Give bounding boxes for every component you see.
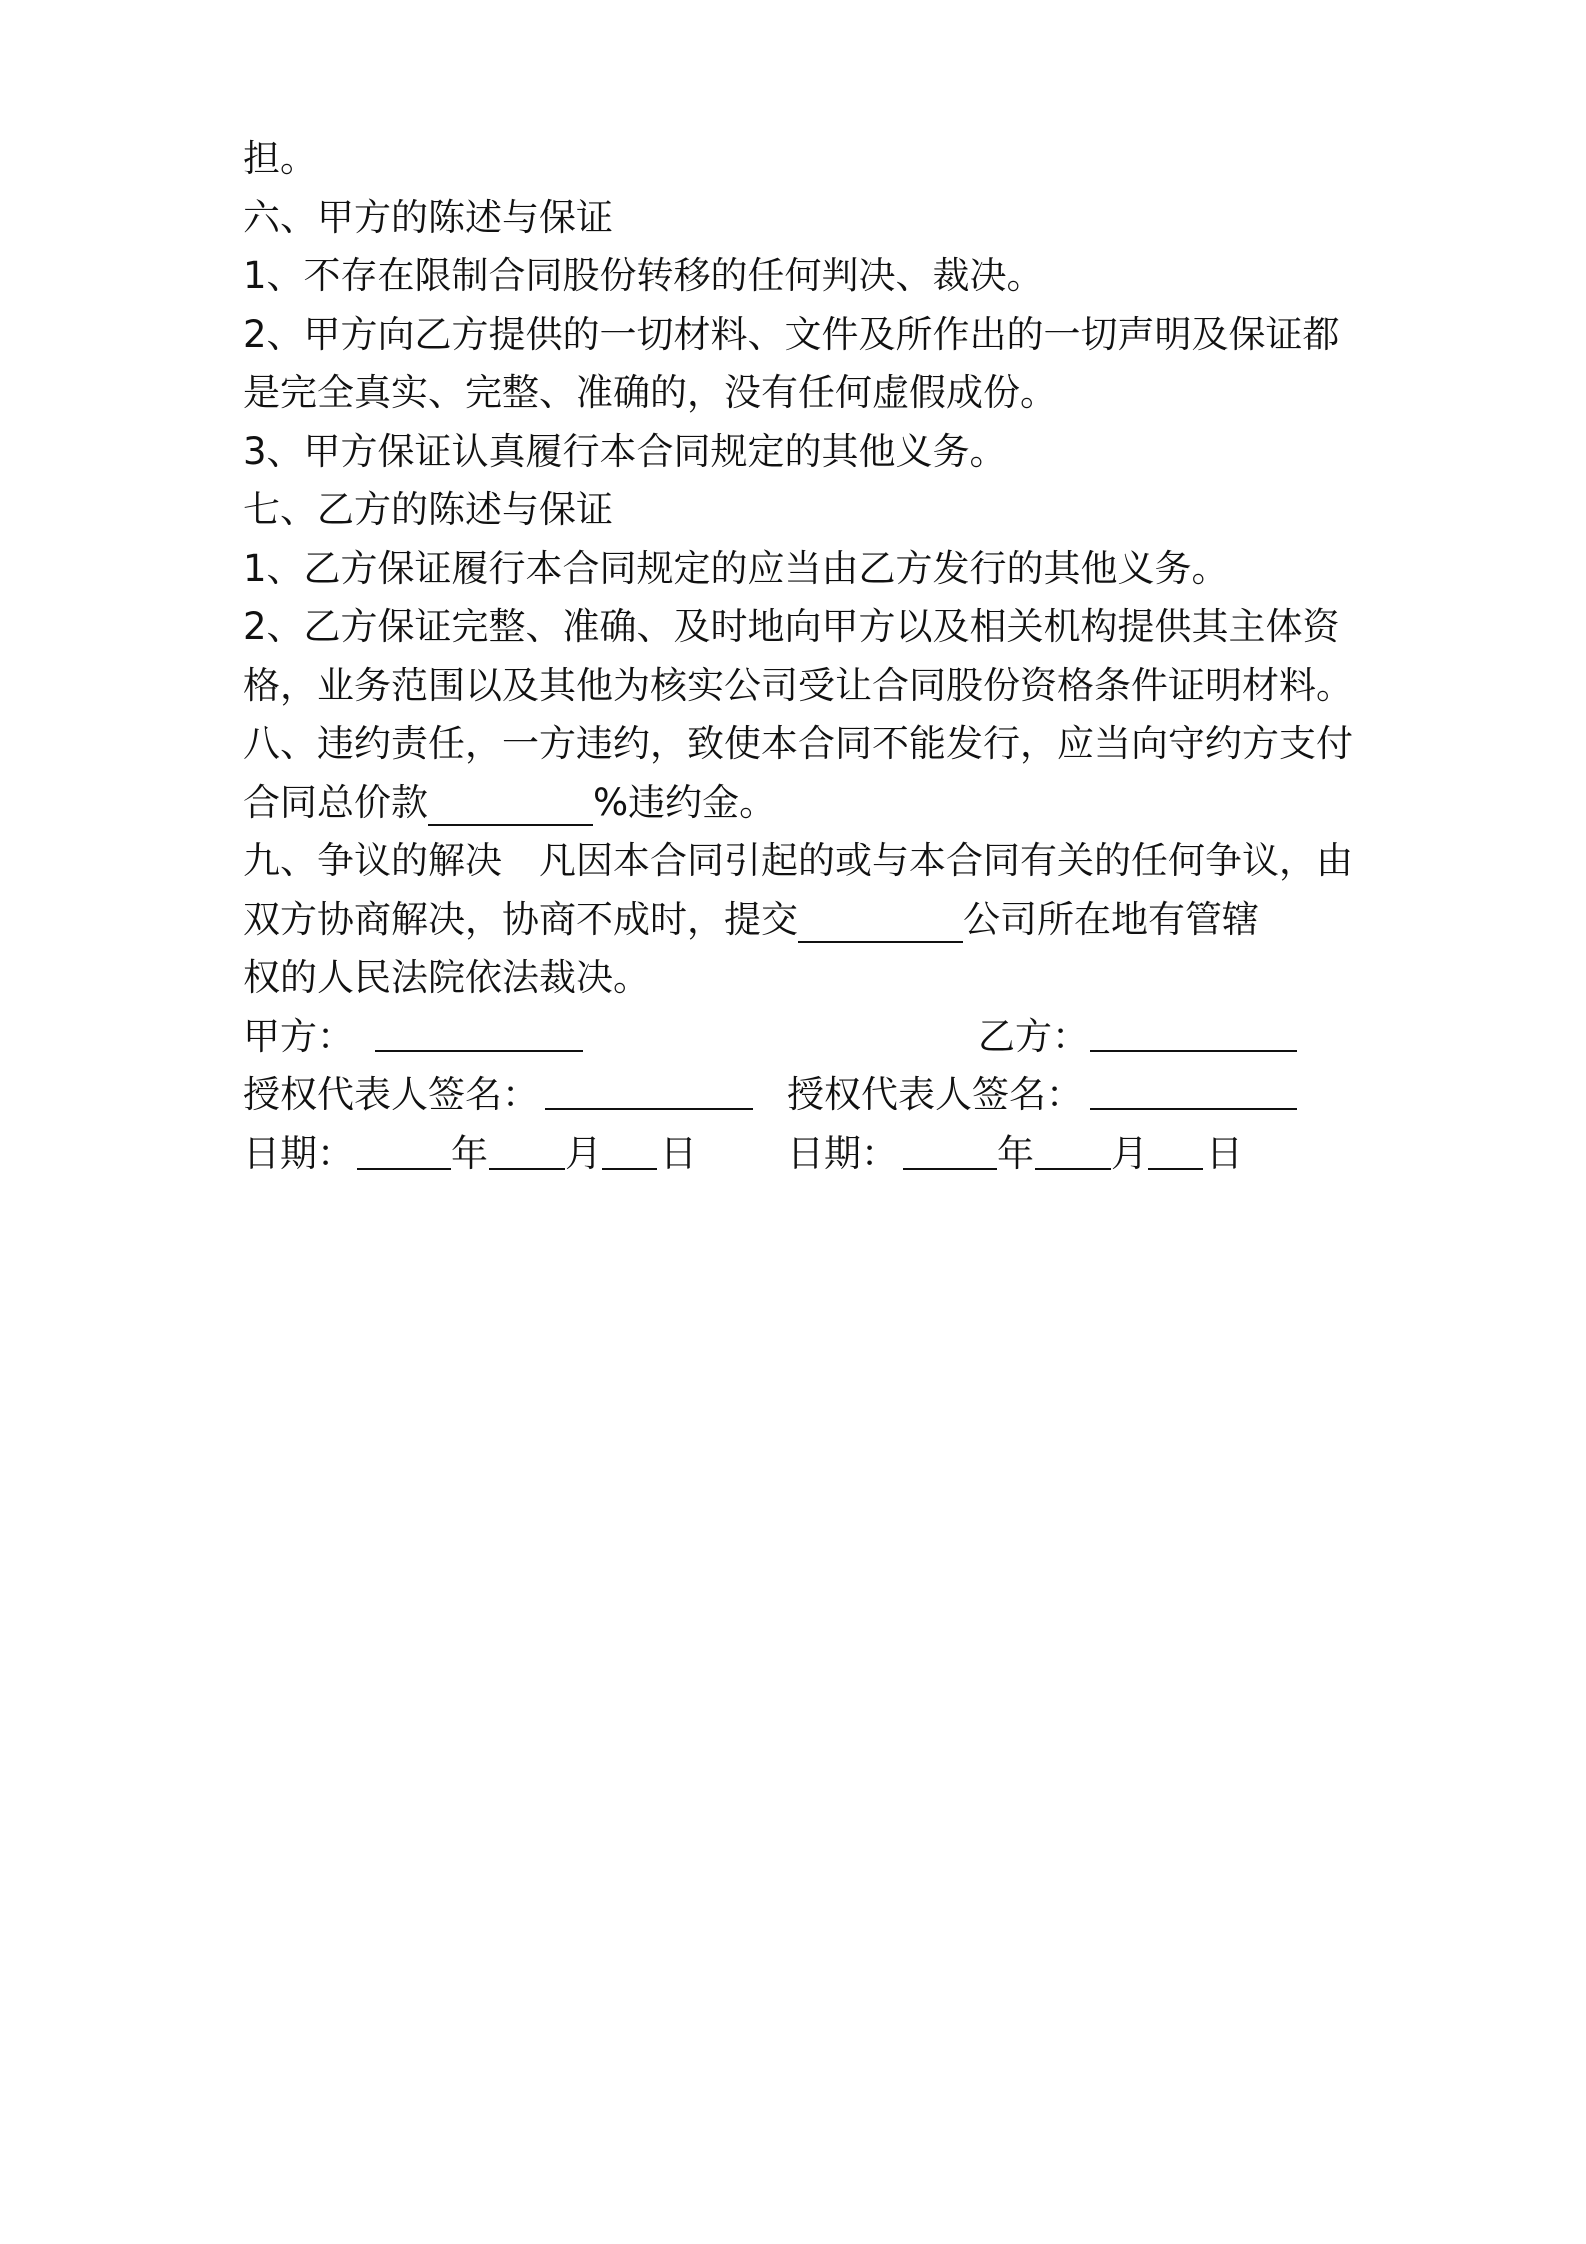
date-a-label: 日期： bbox=[243, 1132, 354, 1175]
paragraph-line: 担。 bbox=[243, 137, 317, 180]
section-heading-6: 六、甲方的陈述与保证 bbox=[243, 196, 613, 239]
section-heading-7: 七、乙方的陈述与保证 bbox=[243, 488, 613, 531]
date-b-label: 日期： bbox=[787, 1132, 898, 1175]
rep-a-label: 授权代表人签名： bbox=[243, 1073, 539, 1116]
paragraph-line: 3、甲方保证认真履行本合同规定的其他义务。 bbox=[243, 430, 1007, 473]
date-a-day-label: 日 bbox=[660, 1132, 697, 1175]
date-b-month-blank[interactable] bbox=[1035, 1168, 1111, 1170]
text-segment: 双方协商解决，协商不成时，提交 bbox=[243, 898, 798, 941]
section-heading-9: 九、争议的解决 凡因本合同引起的或与本合同有关的任何争议，由 bbox=[243, 839, 1353, 882]
date-b-day-label: 日 bbox=[1206, 1132, 1243, 1175]
date-a-month-blank[interactable] bbox=[489, 1168, 565, 1170]
date-a-day-blank[interactable] bbox=[602, 1168, 657, 1170]
party-b-label: 乙方： bbox=[978, 1015, 1089, 1058]
paragraph-line-with-blank bbox=[243, 897, 1259, 943]
date-a-year-label: 年 bbox=[451, 1132, 488, 1175]
paragraph-line: 是完全真实、完整、准确的，没有任何虚假成份。 bbox=[243, 371, 1057, 414]
party-b-blank[interactable] bbox=[1090, 1050, 1297, 1052]
date-b-day-blank[interactable] bbox=[1148, 1168, 1203, 1170]
paragraph-line: 2、甲方向乙方提供的一切材料、文件及所作出的一切声明及保证都 bbox=[243, 313, 1340, 356]
fill-in-blank[interactable] bbox=[798, 901, 963, 943]
party-a-blank[interactable] bbox=[375, 1050, 583, 1052]
fill-in-blank[interactable] bbox=[428, 784, 593, 826]
paragraph-line: 2、乙方保证完整、准确、及时地向甲方以及相关机构提供其主体资 bbox=[243, 605, 1340, 648]
date-b-year-blank[interactable] bbox=[903, 1168, 997, 1170]
date-a-month-label: 月 bbox=[565, 1132, 602, 1175]
paragraph-line: 权的人民法院依法裁决。 bbox=[243, 956, 650, 999]
date-a-year-blank[interactable] bbox=[357, 1168, 451, 1170]
rep-b-label: 授权代表人签名： bbox=[787, 1073, 1083, 1116]
text-segment: %违约金。 bbox=[593, 781, 777, 824]
text-segment: 公司所在地有管辖 bbox=[963, 898, 1259, 941]
section-heading-8: 八、违约责任，一方违约，致使本合同不能发行，应当向守约方支付 bbox=[243, 722, 1353, 765]
date-b-year-label: 年 bbox=[997, 1132, 1034, 1175]
text-segment: 合同总价款 bbox=[243, 781, 428, 824]
rep-a-signature-blank[interactable] bbox=[545, 1108, 753, 1110]
paragraph-line: 1、不存在限制合同股份转移的任何判决、裁决。 bbox=[243, 254, 1044, 297]
rep-b-signature-blank[interactable] bbox=[1090, 1108, 1297, 1110]
date-b-month-label: 月 bbox=[1111, 1132, 1148, 1175]
paragraph-line-with-blank bbox=[243, 780, 776, 826]
paragraph-line: 格，业务范围以及其他为核实公司受让合同股份资格条件证明材料。 bbox=[243, 664, 1353, 707]
party-a-label: 甲方： bbox=[243, 1015, 354, 1058]
paragraph-line: 1、乙方保证履行本合同规定的应当由乙方发行的其他义务。 bbox=[243, 547, 1229, 590]
